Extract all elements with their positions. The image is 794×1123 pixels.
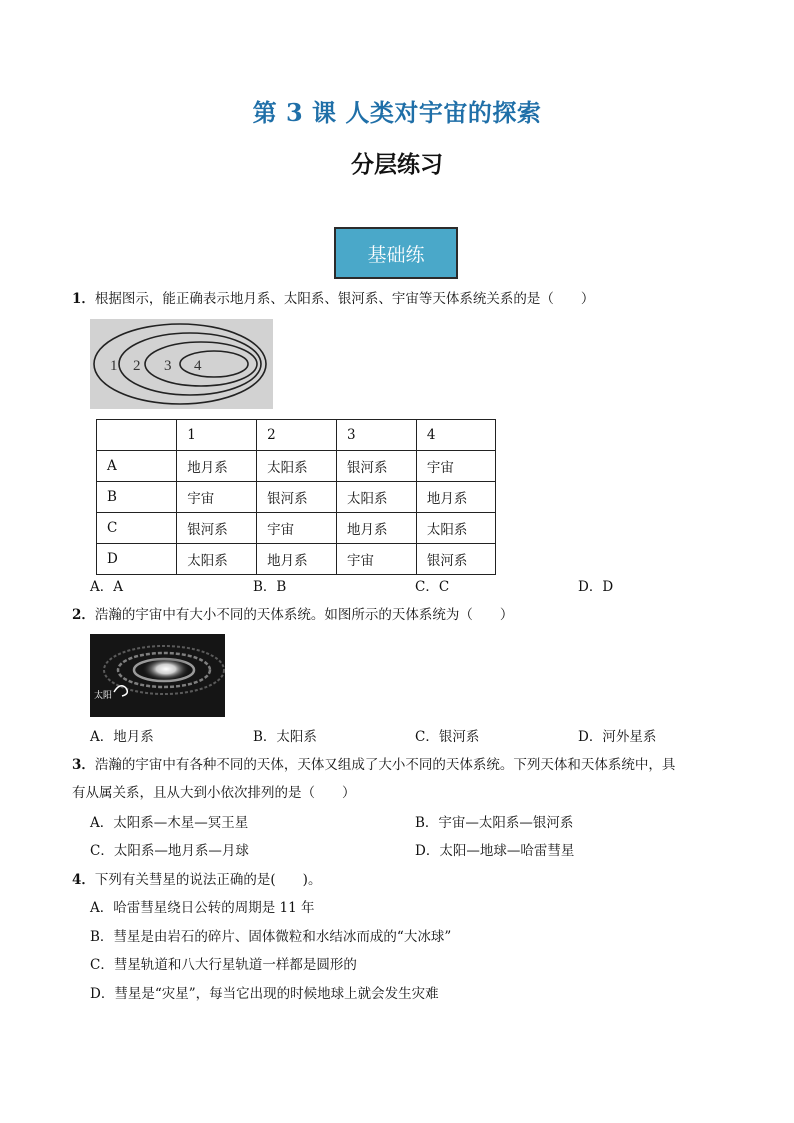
question-4 (72, 871, 321, 889)
question-4-text: 下列有关彗星的说法正确的是( )。 (94, 872, 322, 888)
page-subtitle: 分层练习 (351, 151, 443, 178)
question-1-number: 1． (72, 291, 95, 307)
table-row (97, 544, 496, 575)
table-row-label: D (97, 544, 177, 575)
q2-option-c[interactable]: C．银河系 (415, 729, 480, 745)
q1-option-c[interactable]: C．C (415, 579, 450, 595)
table-cell: 宇宙 (416, 451, 495, 482)
q4-option-a[interactable]: A．哈雷彗星绕日公转的周期是 11 年 (90, 900, 315, 916)
table-cell: 宇宙 (337, 544, 417, 575)
ellipse-label-1: 1 (110, 358, 118, 374)
q1-option-d[interactable]: D．D (578, 579, 614, 595)
q2-option-b[interactable]: B．太阳系 (253, 729, 317, 745)
q3-option-c[interactable]: C．太阳系—地月系—月球 (90, 843, 249, 859)
table-cell: 地月系 (257, 544, 337, 575)
table-row (97, 451, 496, 482)
section-badge: 基础练 (334, 227, 458, 279)
table-row-label: B (97, 482, 177, 513)
q3-option-a[interactable]: A．太阳系—木星—冥王星 (90, 815, 249, 831)
question-3-number: 3． (72, 757, 95, 773)
galaxy-figure (90, 634, 225, 717)
table-row-label: C (97, 513, 177, 544)
q3-option-b[interactable]: B．宇宙—太阳系—银河系 (415, 815, 574, 831)
table-row (97, 513, 496, 544)
q1-option-a[interactable]: A．A (90, 579, 123, 595)
galaxy-core (142, 657, 190, 681)
table-cell: 银河系 (177, 513, 257, 544)
q2-option-a[interactable]: A．地月系 (90, 729, 154, 745)
table-header-row (97, 420, 496, 451)
q1-option-b[interactable]: B．B (253, 579, 287, 595)
table-header-cell: 3 (337, 420, 417, 451)
answer-table (96, 419, 496, 575)
ellipse-label-4: 4 (194, 358, 202, 374)
table-cell: 地月系 (337, 513, 417, 544)
galaxy-image (90, 634, 225, 717)
table-cell: 地月系 (416, 482, 495, 513)
q2-option-d[interactable]: D．河外星系 (578, 729, 657, 745)
ellipse-label-2: 2 (133, 358, 141, 374)
nested-ellipses-diagram (90, 319, 273, 409)
table-row (97, 482, 496, 513)
sun-label: 太阳 (94, 691, 113, 701)
q4-option-b[interactable]: B．彗星是由岩石的碎片、固体微粒和水结冰而成的“大冰球” (90, 929, 452, 945)
question-2-text: 浩瀚的宇宙中有大小不同的天体系统。如图所示的天体系统为（ ） (94, 607, 514, 623)
table-cell: 太阳系 (337, 482, 417, 513)
question-1 (72, 290, 594, 308)
q3-option-d[interactable]: D．太阳—地球—哈雷彗星 (415, 843, 575, 859)
nested-ellipses-figure (90, 319, 273, 409)
question-1-text: 根据图示，能正确表示地月系、太阳系、银河系、宇宙等天体系统关系的是（ ） (94, 291, 595, 307)
table-cell: 地月系 (177, 451, 257, 482)
q4-option-c[interactable]: C．彗星轨道和八大行星轨道一样都是圆形的 (90, 957, 357, 973)
question-2-number: 2． (72, 607, 95, 623)
question-3-line-2: 有从属关系，且从大到小依次排列的是（ ） (72, 785, 356, 801)
table-cell: 宇宙 (257, 513, 337, 544)
table-header-cell (97, 420, 177, 451)
question-4-number: 4． (72, 872, 95, 888)
table-cell: 太阳系 (257, 451, 337, 482)
table-cell: 银河系 (337, 451, 417, 482)
table-cell: 宇宙 (177, 482, 257, 513)
question-3-text-1: 浩瀚的宇宙中有各种不同的天体，天体又组成了大小不同的天体系统。下列天体和天体系统中，具 (94, 757, 676, 773)
lesson-title: 第 3 课 人类对宇宙的探索 (252, 98, 542, 127)
ellipse-label-3: 3 (164, 358, 172, 374)
table-cell: 银河系 (416, 544, 495, 575)
table-header-cell: 4 (416, 420, 495, 451)
question-3-line-1 (72, 756, 675, 774)
q4-option-d[interactable]: D．彗星是“灾星”，每当它出现的时候地球上就会发生灾难 (90, 986, 439, 1002)
table-cell: 太阳系 (177, 544, 257, 575)
table-row-label: A (97, 451, 177, 482)
table-cell: 银河系 (257, 482, 337, 513)
table-header-cell: 2 (257, 420, 337, 451)
table-cell: 太阳系 (416, 513, 495, 544)
table-header-cell: 1 (177, 420, 257, 451)
question-2 (72, 606, 513, 624)
